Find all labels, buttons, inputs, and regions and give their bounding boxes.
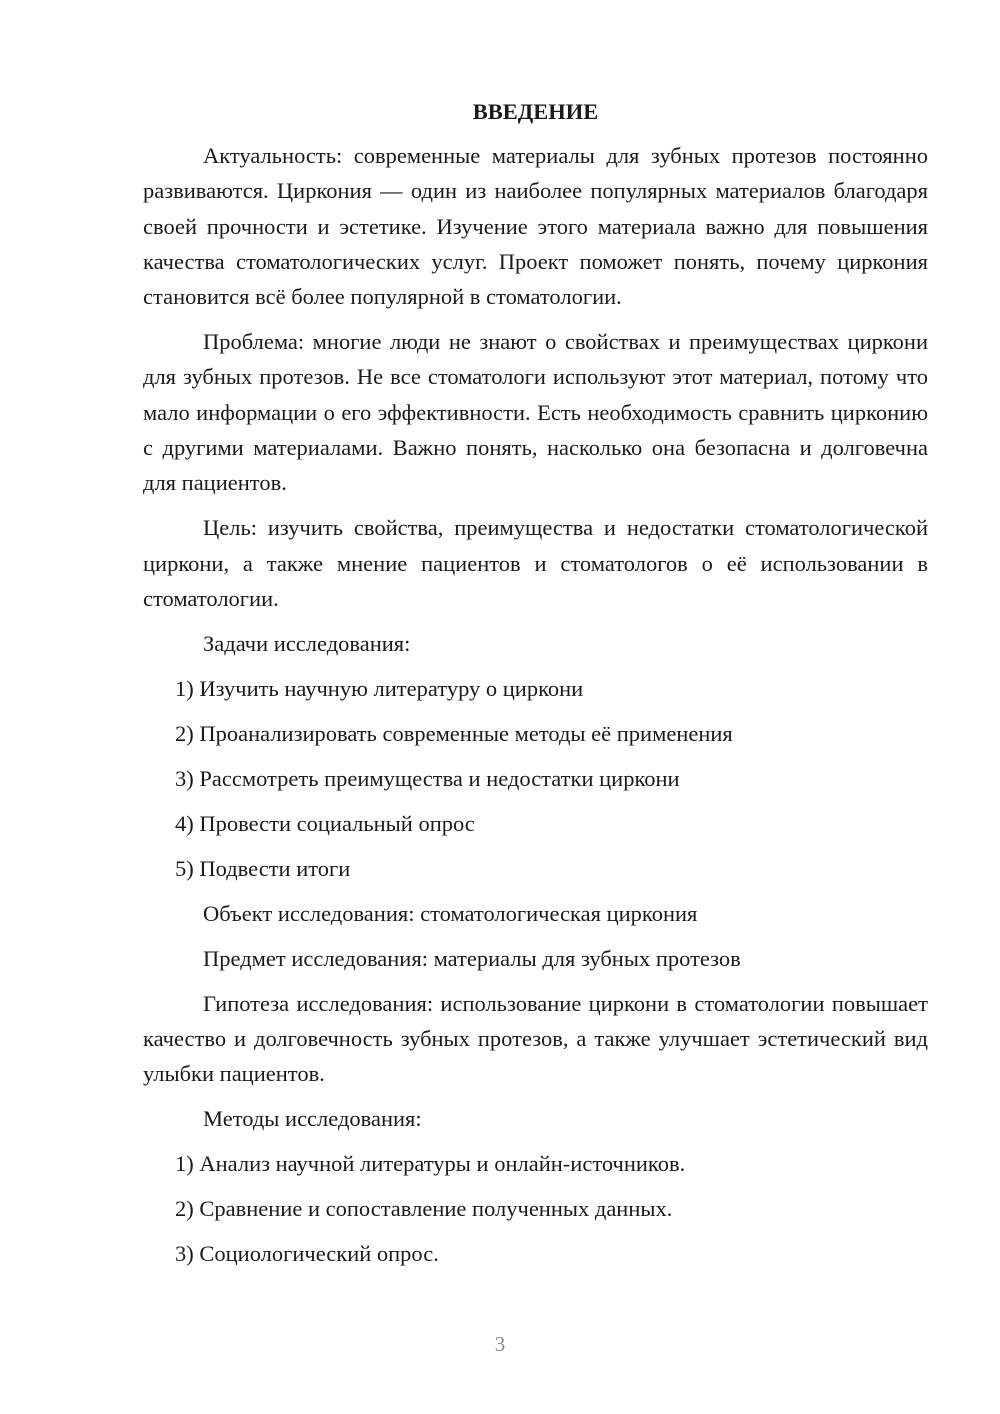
tasks-list: [143, 671, 928, 886]
hypothesis-paragraph: Гипотеза исследования: использование циркони в стоматологии повышает качество и долговечность зубных протезов, а также улучшает эстетический вид улыбки пациентов.: [143, 990, 928, 1087]
tasks-title: Задачи исследования:: [203, 630, 411, 656]
page-number: 3: [494, 1332, 506, 1356]
task-item-1: 1) Изучить научную литературу о циркони: [175, 675, 584, 701]
text-column: [143, 94, 928, 1281]
relevance-paragraph: Актуальность: современные материалы для зубных протезов постоянно развиваются. Циркония — один из наиболее популярных материалов благодаря своей прочности и эстетике. Изучение этого материала важно для повышения качества стоматологических услуг. Проект поможет понять, почему циркония становится всё более популярной в стоматологии.: [143, 143, 928, 310]
method-item-2: 2) Сравнение и сопоставление полученных данных.: [175, 1196, 673, 1222]
section-heading: ВВЕДЕНИЕ: [472, 99, 599, 124]
method-item-3: 3) Социологический опрос.: [175, 1241, 439, 1267]
object-paragraph: Объект исследования: стоматологическая циркония: [203, 900, 698, 926]
methods-list: [143, 1146, 928, 1271]
method-item-1: 1) Анализ научной литературы и онлайн-источников.: [175, 1151, 686, 1177]
task-item-2: 2) Проанализировать современные методы её применения: [175, 720, 733, 746]
task-item-4: 4) Провести социальный опрос: [175, 810, 475, 836]
task-item-3: 3) Рассмотреть преимущества и недостатки циркони: [175, 765, 680, 791]
subject-paragraph: Предмет исследования: материалы для зубных протезов: [203, 945, 741, 971]
goal-paragraph: Цель: изучить свойства, преимущества и недостатки стоматологической циркони, а также мнение пациентов и стоматологов о её использовании в стоматологии.: [143, 515, 928, 611]
problem-paragraph: Проблема: многие люди не знают о свойствах и преимуществах циркони для зубных протезов. Не все стоматологи используют этот материал, потому что мало информации о его эффективности. Есть необходимость сравнить цирконию с другими материалами. Важно понять, насколько она безопасна и долговечна для пациентов.: [143, 329, 928, 496]
methods-title: Методы исследования:: [203, 1106, 422, 1132]
task-item-5: 5) Подвести итоги: [175, 855, 351, 881]
